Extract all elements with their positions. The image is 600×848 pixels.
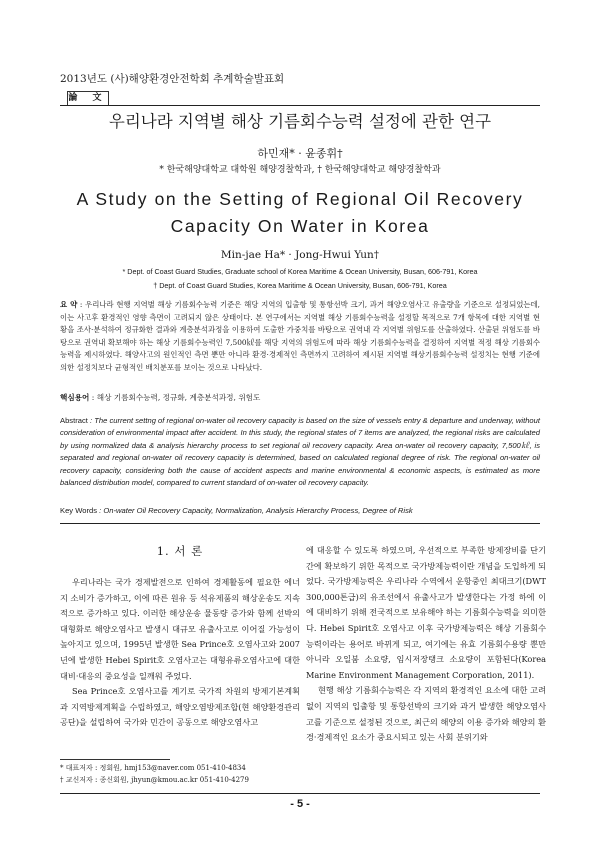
title-english: A Study on the Setting of Regional Oil Recovery Capacity On Water in Korea xyxy=(76,189,524,236)
abstract-english xyxy=(60,415,540,489)
body-column-left xyxy=(60,575,300,731)
abstract-english-label: Abstract xyxy=(60,416,88,425)
abstract-korean-label: 요 약 xyxy=(60,300,78,309)
keywords-korean-label: 핵심용어 xyxy=(60,393,90,402)
keywords-korean-text: : 해상 기름회수능력, 정규화, 계층분석과정, 위험도 xyxy=(91,393,261,402)
keywords-english xyxy=(60,506,413,515)
body-paragraph: 현행 해상 기름회수능력은 각 지역의 환경적인 요소에 대한 고려 없이 지역의 입출항 및 통항선박의 크기와 과거 발생한 해양오염사고를 기준으로 설정된 것으로, 최근의 해양의 이용 증가와 해양의 환경·경제적인 요소가 중요시되고 있는 사회 분위기와 xyxy=(306,685,546,743)
body-paragraph: 에 대응할 수 있도록 하였으며, 우선적으로 부족한 방제장비를 단기간에 확보하기 위한 목적으로 국가방제능력이란 개념을 도입하게 되었다. 국가방제능력은 우리나라 수역에서 운항중인 최대크기(DWT 300,000톤급)의 유조선에서 유출사고가 발생한다는 가정 하에 이에 대비하기 위해 전국적으로 보유해야 하는 기름회수능력을 의미한다. Hebei Spirit호 오염사고 이후 국가방제능력은 해상 기름회수능력이라는 용어로 바뀌게 되고, 여기에는 유효 기름회수용량 뿐만 아니라 오일붐 소요량, 임시저장탱크 소요량이 포함된다(Korea Marine Environment Management Corporation, 2011). xyxy=(306,545,546,680)
abstract-korean-text: : 우리나라 현행 지역별 해상 기름회수능력 기준은 해당 지역의 입출항 및 통항선박 크기, 과거 해양오염사고 유출량을 기준으로 설정되었는데, 이는 사고후 환경적인 영향 측면이 고려되지 않은 상태이다. 본 연구에서는 지역별 해상 기름회수능력을 설정할 목적으로 7개 항목에 대한 지역별 현황을 조사·분석하여 정규화한 결과와 계층분석과정을 이용하여 도출한 가중치를 바탕으로 권역내 각 지역별 위험도를 산출하였다. 산출된 위험도를 바탕으로 권역내 확보해야 하는 해상 기름회수능력인 7,500㎘를 해당 지역의 위험도에 따라 해상 기름회수능력을 결정하여 지역별 적정 해상 기름회수능력을 제시하였다. 해양사고의 원인적인 측면 뿐만 아니라 환경·경제적인 측면까지 고려하여 제시된 지역별 해상기름회수능력 설정치는 현행 기준에 의한 설정치보다 균형적인 배치분포를 보이는 것으로 나타났다. xyxy=(60,300,540,372)
abstract-english-text: : The current settng of regional on-water oil recovery capacity is based on the size of vessels entry & departure and underway, without consideration of environmental impact after accident. In this study, the regional states of 7 items are analyzed, the regional risks are calculated by using normalized data & analysis hierarchy process to set regional oil recovery capacity. Area on-water oil recovery capacity, 7,500㎘, is separated and regional on-water oil recovery capacity is determined, based on calculated regional degree of risk. The regional on-water oil recovery capacity, considering both the cause of accident aspects and marine environmental & economic aspects, is estimated as more balanced distribution model, compared to current standard of on-water oil recovery capacity. xyxy=(60,416,540,488)
abstract-end-rule xyxy=(60,523,540,524)
footnote-rule xyxy=(60,759,170,760)
authors-english: Min-jae Ha* · Jong-Hwui Yun† xyxy=(220,249,380,261)
article-type-badge: 論 文 xyxy=(67,91,109,106)
abstract-korean xyxy=(60,299,540,375)
affiliation-korean: * 한국해양대학교 대학원 해양경찰학과, † 한국해양대학교 해양경찰학과 xyxy=(159,165,441,175)
keywords-english-label: Key Words xyxy=(60,506,97,515)
footnote-corresponding: † 교신저자 : 종신회원, jhyun@kmou.ac.kr 051-410-4279 xyxy=(60,776,249,784)
keywords-korean xyxy=(60,392,260,403)
authors-korean: 하민재* · 윤종휘† xyxy=(257,147,343,160)
page-footer-rule xyxy=(60,793,540,794)
page-number: - 5 - xyxy=(290,798,310,810)
title-korean: 우리나라 지역별 해상 기름회수능력 설정에 관한 연구 xyxy=(108,112,492,131)
body-paragraph: 우리나라는 국가 경제발전으로 인하여 경제활동에 필요한 에너지 소비가 증가하고, 이에 따른 원유 등 석유제품의 해상운송도 지속적으로 증가하고 있다. 이러한 해상운송 물동량 증가와 함께 선박의 대형화로 해양오염사고 발생시 대규모 유출사고로 이어질 가능성이 높아지고 있으며, 1995년 발생한 Sea Prince호 오염사고와 2007년에 발생한 Hebei Spirit호 오염사고는 대형유류오염사고에 대한 대비·대응의 중요성을 일깨워 주었다. xyxy=(60,577,300,681)
header-rule xyxy=(60,105,540,106)
keywords-english-text: : On-water Oil Recovery Capacity, Normalization, Analysis Hierarchy Process, Degree of Risk xyxy=(99,506,413,515)
conference-name: 2013년도 (사)해양환경안전학회 추계학술발표회 xyxy=(60,73,285,85)
affiliation-english-2: † Dept. of Coast Guard Studies, Korea Maritime & Ocean University, Busan, 606-791, Korea xyxy=(153,281,447,290)
footnote-author: * 대표저자 : 정회원, hmj153@naver.com 051-410-4834 xyxy=(60,764,246,772)
section-title: 1. 서 론 xyxy=(156,544,204,558)
body-paragraph: Sea Prince호 오염사고를 계기로 국가적 차원의 방제기본계획과 지역방제계획을 수립하였고, 해양오염방제조합(현 해양환경관리공단)을 설립하여 국가와 민간이 공동으로 해양오염사고 xyxy=(60,686,300,728)
body-column-right xyxy=(306,543,546,746)
affiliation-english-1: * Dept. of Coast Guard Studies, Graduate school of Korea Maritime & Ocean University, Busan, 606-791, Korea xyxy=(122,267,478,276)
